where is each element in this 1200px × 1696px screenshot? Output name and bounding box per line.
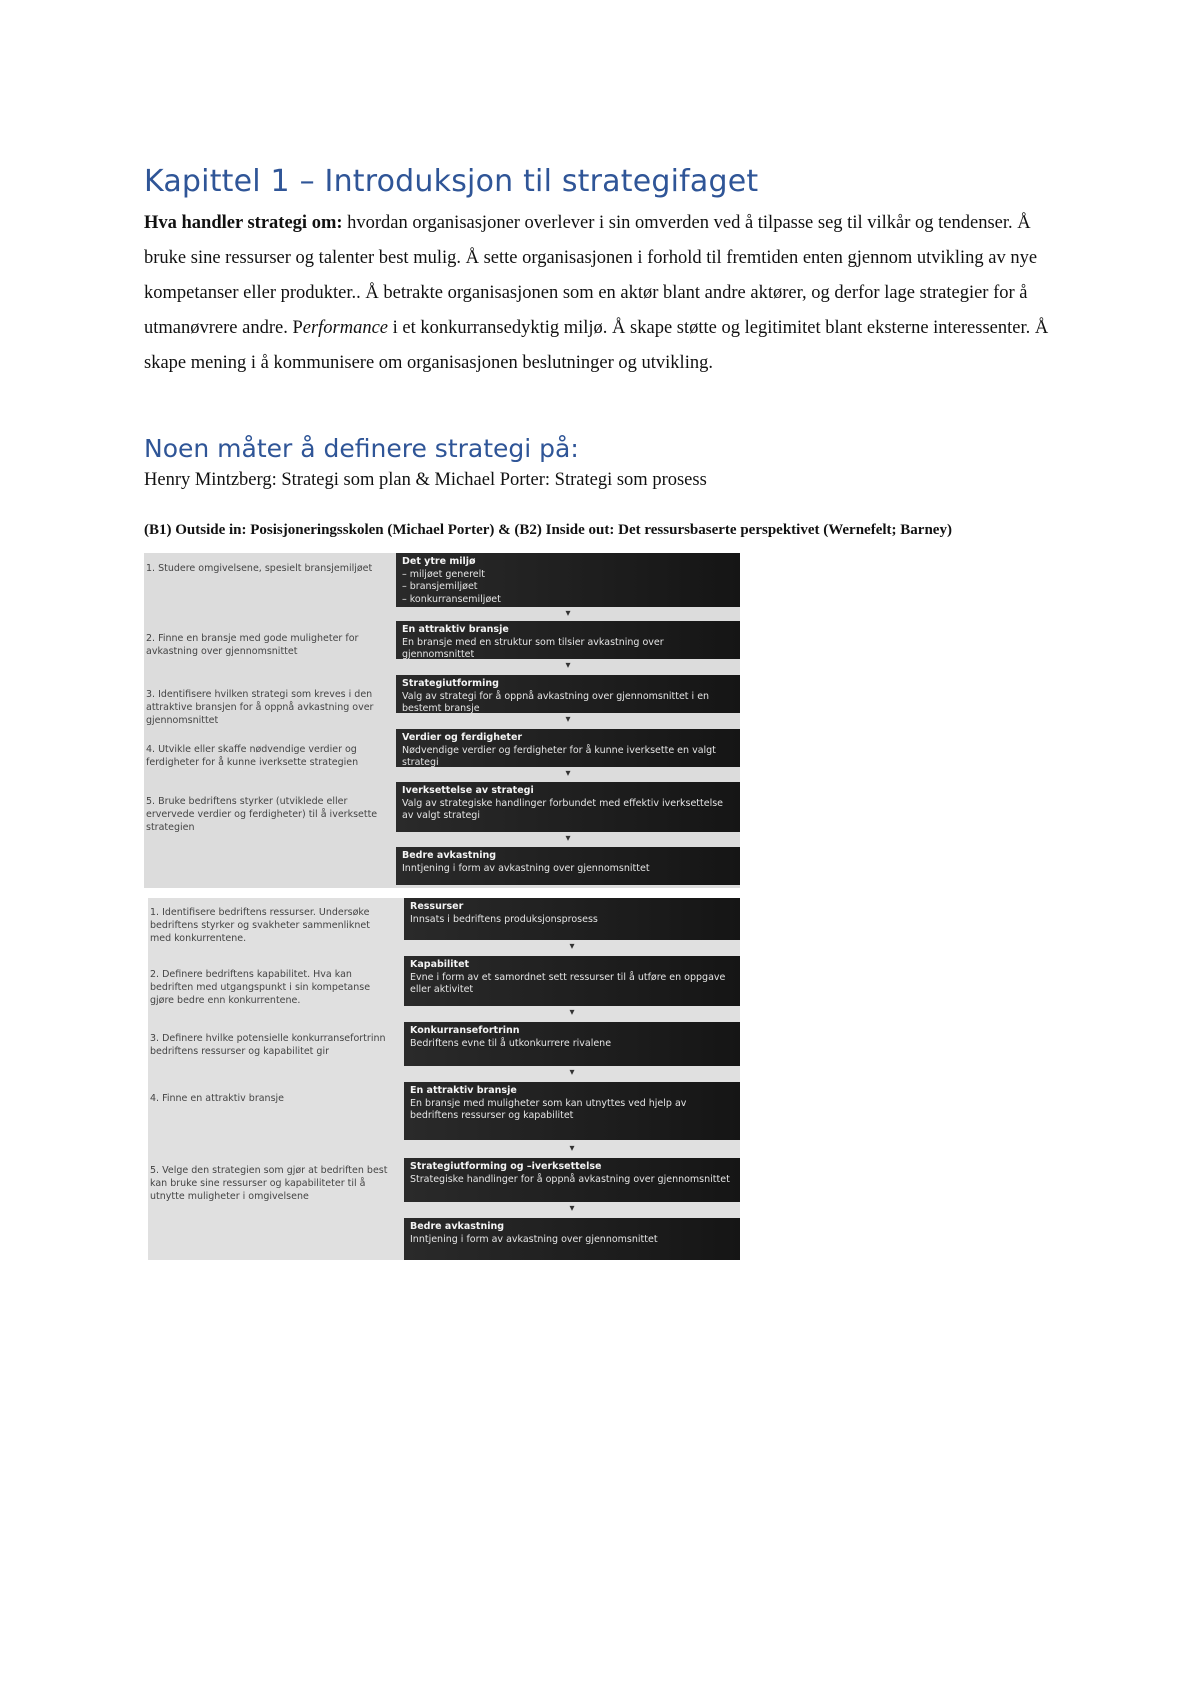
down-arrow-icon: ▾ (565, 608, 571, 619)
figure-b2-step: 2. Definere bedriftens kapabilitet. Hva kan bedriften med utgangspunkt i sin kompetanse gjøre bedre enn konkurrentene. (150, 969, 371, 1006)
figure-b1-flow (396, 553, 740, 888)
intro-lead: Hva handler strategi om: (144, 213, 343, 233)
figure-b2-box (404, 1158, 740, 1202)
figure-b2-box (404, 1218, 740, 1260)
figure-b1-box (396, 553, 740, 607)
box-body: Innsats i bedriftens produksjonsprosess (410, 913, 598, 925)
figure-b2-inside-out (148, 898, 740, 1260)
box-title: Iverksettelse av strategi (402, 785, 534, 796)
box-body: Valg av strategi for å oppnå avkastning over gjennomsnittet i en bestemt bransje (402, 690, 710, 713)
down-arrow-icon: ▾ (565, 833, 571, 844)
box-title: Bedre avkastning (402, 850, 497, 861)
intro-paragraph (144, 206, 1054, 381)
box-title: En attraktiv bransje (402, 624, 509, 635)
intro-italic: erformance (302, 318, 389, 338)
box-body: – miljøet generelt – bransjemiljøet – konkurransemiljøet (402, 568, 501, 605)
figure-b2-step: 5. Velge den strategien som gjør at bedriften best kan bruke sine ressurser og kapabiliteter til å utnytte muligheter i omgivelsene (150, 1165, 388, 1202)
figure-b1-step: 3. Identifisere hvilken strategi som kreves i den attraktive bransjen for å oppnå avkastning over gjennomsnittet (146, 689, 374, 726)
section-subtitle: Henry Mintzberg: Strategi som plan & Michael Porter: Strategi som prosess (144, 470, 707, 490)
figure-b2-steps (148, 898, 400, 1260)
figure-b1-step: 2. Finne en bransje med gode muligheter for avkastning over gjennomsnittet (146, 633, 359, 657)
box-body: Evne i form av et samordnet sett ressurser til å utføre en oppgave eller aktivitet (410, 971, 726, 995)
box-title: Bedre avkastning (410, 1221, 505, 1232)
down-arrow-icon: ▾ (569, 1067, 575, 1078)
box-body: Inntjening i form av avkastning over gjennomsnittet (402, 862, 650, 874)
box-body: Valg av strategiske handlinger forbundet med effektiv iverksettelse av valgt strategi (402, 797, 724, 821)
box-body: Inntjening i form av avkastning over gjennomsnittet (410, 1233, 658, 1245)
figure-b1-step: 5. Bruke bedriftens styrker (utviklede eller ervervede verdier og ferdigheter) til å iverksette strategien (146, 796, 378, 833)
figure-b1-box (396, 847, 740, 885)
down-arrow-icon: ▾ (569, 941, 575, 952)
figure-b2-box (404, 1082, 740, 1140)
box-title: Verdier og ferdigheter (402, 732, 523, 743)
box-body: Strategiske handlinger for å oppnå avkastning over gjennomsnittet (410, 1173, 730, 1185)
figure-b1-box (396, 782, 740, 832)
figure-b1-step: 4. Utvikle eller skaffe nødvendige verdier og ferdigheter for å kunne iverksette strategien (146, 744, 359, 768)
down-arrow-icon: ▾ (569, 1143, 575, 1154)
box-body: En bransje med muligheter som kan utnyttes ved hjelp av bedriftens ressurser og kapabilitet (410, 1097, 687, 1121)
figure-b1-box (396, 675, 740, 713)
figure-caption: (B1) Outside in: Posisjoneringsskolen (Michael Porter) & (B2) Inside out: Det ressursbaserte perspektivet (Wernefelt; Barney) (144, 522, 952, 538)
page-title: Kapittel 1 – Introduksjon til strategifaget (144, 164, 759, 199)
figure-b2-box (404, 956, 740, 1006)
box-title: Ressurser (410, 901, 464, 912)
figure-b1-box (396, 621, 740, 659)
box-title: Strategiutforming og –iverksettelse (410, 1161, 602, 1172)
figure-b1-outside-in (144, 553, 740, 888)
down-arrow-icon: ▾ (565, 768, 571, 779)
figure-b2-step: 1. Identifisere bedriftens ressurser. Undersøke bedriftens styrker og svakheter sammenliknet med konkurrentene. (150, 907, 370, 944)
down-arrow-icon: ▾ (569, 1203, 575, 1214)
box-title: Kapabilitet (410, 959, 470, 970)
box-title: Det ytre miljø (402, 556, 476, 567)
box-title: Konkurransefortrinn (410, 1025, 520, 1036)
box-title: En attraktiv bransje (410, 1085, 517, 1096)
figure-b1-steps (144, 553, 396, 888)
intro-text-1: hvordan organisasjoner overlever i sin omverden ved å tilpasse seg til vilkår og tendenser. Å bruke sine ressurser og talenter best mulig. Å sette organisasjonen i forhold til fremtiden enten gjennom utvikling av nye kompetanser eller produkter.. Å betrakte organisasjonen som en aktør blant andre aktører, og derfor lage strategier for å utmanøvrere andre. P (144, 213, 1038, 338)
figure-b2-box (404, 898, 740, 940)
figure-b2-box (404, 1022, 740, 1066)
box-title: Strategiutforming (402, 678, 499, 689)
intro-text-2: i et konkurransedyktig miljø. Å skape støtte og legitimitet blant eksterne interessenter. Å skape mening i å kommunisere om organisasjonen beslutninger og utvikling. (144, 318, 1049, 373)
figure-b2-flow (404, 898, 740, 1260)
down-arrow-icon: ▾ (565, 660, 571, 671)
section-heading: Noen måter å definere strategi på: (144, 434, 579, 463)
down-arrow-icon: ▾ (565, 714, 571, 725)
figure-b1-box (396, 729, 740, 767)
figure-b2-step: 4. Finne en attraktiv bransje (150, 1093, 285, 1104)
down-arrow-icon: ▾ (569, 1007, 575, 1018)
figure-b1-step: 1. Studere omgivelsene, spesielt bransjemiljøet (146, 563, 373, 574)
figure-b2-step: 3. Definere hvilke potensielle konkurransefortrinn bedriftens ressurser og kapabilitet gir (150, 1033, 386, 1057)
box-body: Bedriftens evne til å utkonkurrere rivalene (410, 1037, 612, 1049)
box-body: En bransje med en struktur som tilsier avkastning over gjennomsnittet (402, 636, 664, 659)
box-body: Nødvendige verdier og ferdigheter for å kunne iverksette en valgt strategi (402, 744, 716, 767)
